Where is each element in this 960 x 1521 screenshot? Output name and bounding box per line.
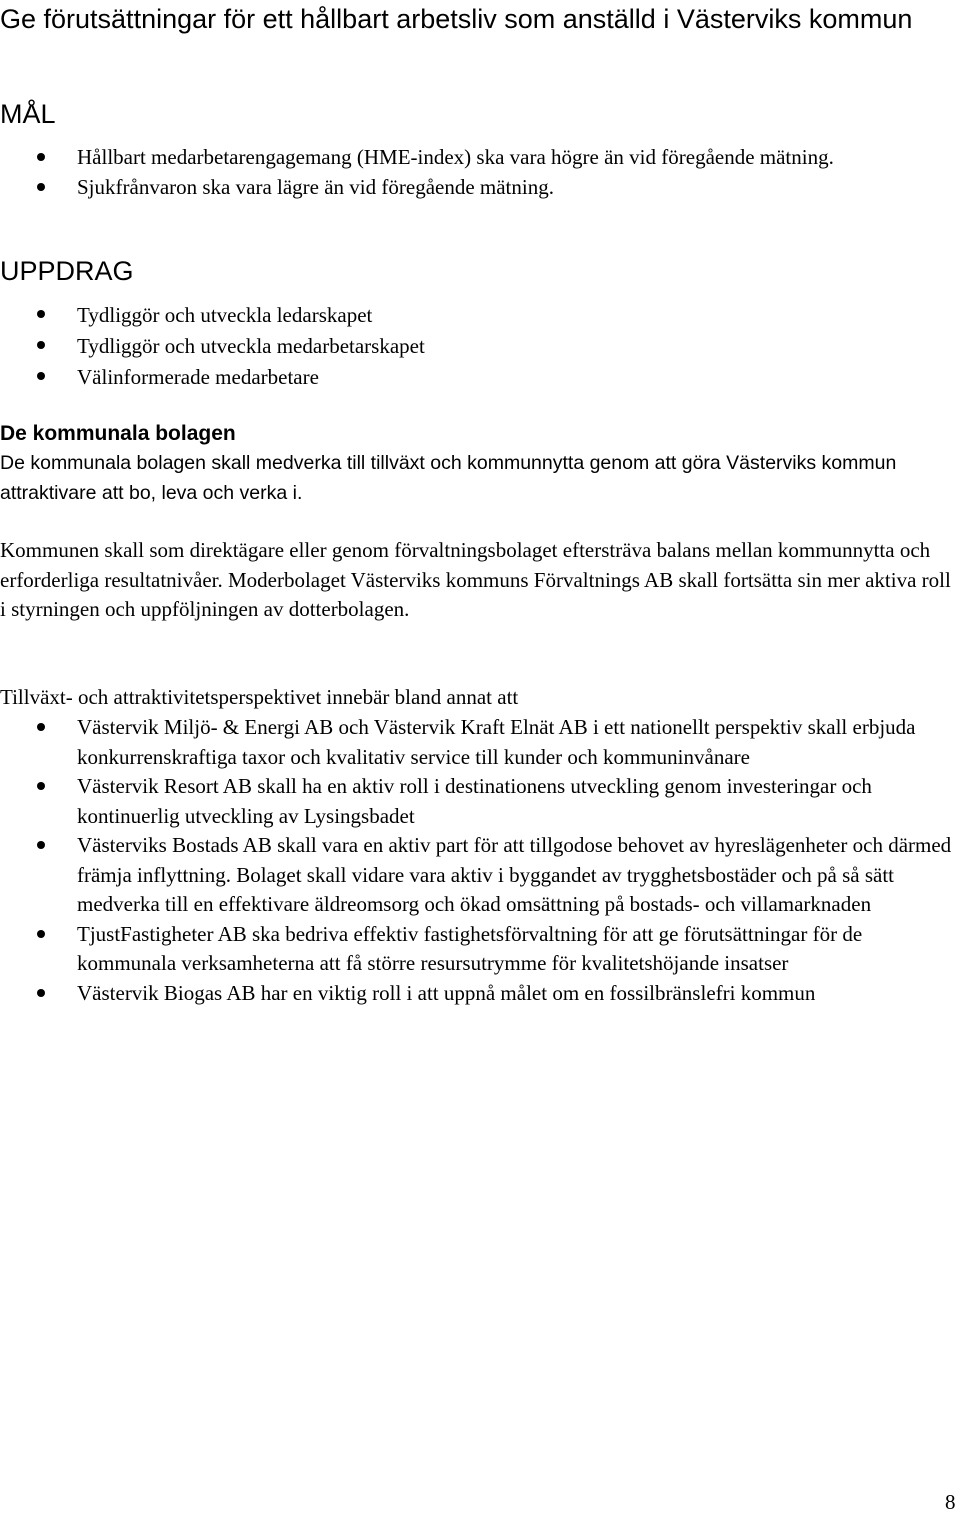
bolagen-intro: De kommunala bolagen skall medverka till tillväxt och kommunnytta genom att göra Västerviks kommun attraktivare att bo, leva och verka i. (0, 452, 897, 504)
list-item: Västervik Miljö- & Energi AB och Västervik Kraft Elnät AB i ett nationellt perspektiv skall erbjuda konkurrenskraftiga taxor och kvalitativ service till kunder och kommuninvånare (0, 713, 960, 772)
bullet-icon (37, 310, 45, 318)
uppdrag-list (0, 300, 900, 393)
bullet-icon (37, 989, 45, 997)
list-item: Tydliggör och utveckla medarbetarskapet (0, 331, 900, 362)
perspective-intro: Tillväxt- och attraktivitetsperspektivet innebär bland annat att (0, 685, 519, 709)
bullet-icon (37, 841, 45, 849)
uppdrag-heading: UPPDRAG (0, 256, 134, 286)
bolagen-heading: De kommunala bolagen (0, 422, 236, 445)
bullet-icon (37, 372, 45, 380)
page-title: Ge förutsättningar för ett hållbart arbetsliv som anställd i Västerviks kommun (0, 4, 913, 34)
list-item: Sjukfrånvaron ska vara lägre än vid föregående mätning. (0, 173, 910, 203)
bullet-icon (37, 341, 45, 349)
list-item: Välinformerade medarbetare (0, 362, 900, 393)
mal-heading: MÅL (0, 99, 56, 129)
list-item: TjustFastigheter AB ska bedriva effektiv fastighetsförvaltning för att ge förutsättningar för de kommunala verksamheterna att få större resursutrymme för kvalitetshöjande insatser (0, 920, 960, 979)
list-item: Tydliggör och utveckla ledarskapet (0, 300, 900, 331)
list-item: Västerviks Bostads AB skall vara en aktiv part för att tillgodose behovet av hyreslägenheter och därmed främja inflyttning. Bolaget skall vidare vara aktiv i byggandet av trygghetsbostäder och på så sätt medverka till en effektivare äldreomsorg och ökad omsättning på bostads- och villamarknaden (0, 831, 960, 920)
bullet-icon (37, 183, 45, 191)
mal-list (0, 143, 910, 202)
bolagen-list (0, 713, 960, 1008)
list-item: Västervik Resort AB skall ha en aktiv roll i destinationens utveckling genom investeringar och kontinuerlig utveckling av Lysingsbadet (0, 772, 960, 831)
bullet-icon (37, 153, 45, 161)
bullet-icon (37, 930, 45, 938)
bullet-icon (37, 723, 45, 731)
bolagen-paragraph: Kommunen skall som direktägare eller genom förvaltningsbolaget eftersträva balans mellan kommunnytta och erforderliga resultatnivåer. Moderbolaget Västerviks kommuns Förvaltnings AB skall fortsätta sin mer aktiva roll i styrningen och uppföljningen av dotterbolagen. (0, 538, 951, 621)
page-number: 8 (945, 1490, 956, 1514)
list-item: Västervik Biogas AB har en viktig roll i att uppnå målet om en fossilbränslefri kommun (0, 979, 960, 1009)
bullet-icon (37, 782, 45, 790)
list-item: Hållbart medarbetarengagemang (HME-index) ska vara högre än vid föregående mätning. (0, 143, 910, 173)
